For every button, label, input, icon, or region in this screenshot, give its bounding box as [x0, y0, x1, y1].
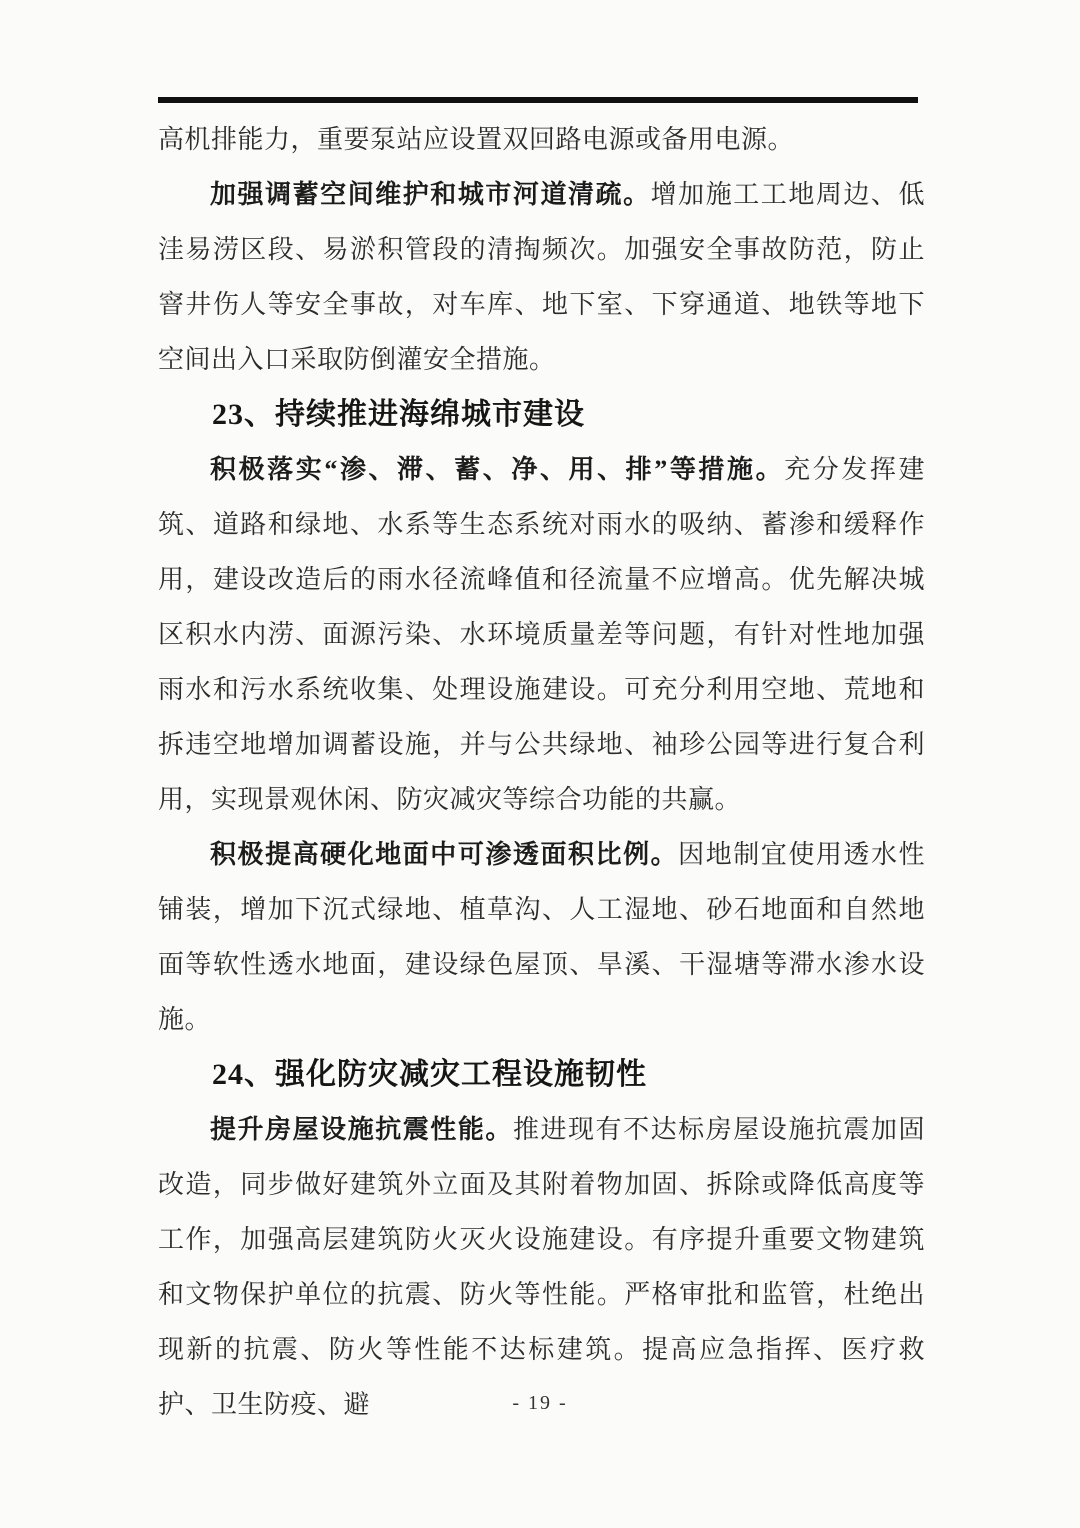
paragraph-text: 因地制宜使用透水性铺装，增加下沉式绿地、植草沟、人工湿地、砂石地面和自然地面等软性透水地面，建设绿色屋顶、旱溪、干湿塘等滞水渗水设施。	[158, 840, 925, 1034]
paragraph	[158, 167, 925, 387]
paragraph	[158, 1102, 925, 1432]
paragraph-lead: 提升房屋设施抗震性能。	[210, 1115, 513, 1144]
paragraph-lead: 积极提高硬化地面中可渗透面积比例。	[210, 840, 679, 869]
paragraph-lead: 积极落实“渗、滞、蓄、净、用、排”等措施。	[210, 455, 785, 484]
section-heading: 24、强化防灾减灾工程设施韧性	[212, 1058, 647, 1091]
page-footer	[0, 1392, 1080, 1415]
paragraph	[158, 827, 925, 1047]
page-number: - 19 -	[512, 1392, 568, 1414]
paragraph-lead: 加强调蓄空间维护和城市河道清疏。	[210, 180, 651, 209]
paragraph-text: 推进现有不达标房屋设施抗震加固改造，同步做好建筑外立面及其附着物加固、拆除或降低高度等工作，加强高层建筑防火灭火设施建设。有序提升重要文物建筑和文物保护单位的抗震、防火等性能。严格审批和监管，杜绝出现新的抗震、防火等性能不达标建筑。提高应急指挥、医疗救护、卫生防疫、避	[158, 1115, 925, 1419]
paragraph	[158, 442, 925, 827]
header-rule	[158, 97, 918, 103]
paragraph-text: 增加施工工地周边、低洼易涝区段、易淤积管段的清掏频次。加强安全事故防范，防止窨井伤人等安全事故，对车库、地下室、下穿通道、地铁等地下空间出入口采取防倒灌安全措施。	[158, 180, 925, 374]
section-heading: 23、持续推进海绵城市建设	[212, 398, 585, 431]
document-content	[158, 112, 925, 1432]
paragraph: 高机排能力，重要泵站应设置双回路电源或备用电源。	[158, 125, 795, 154]
paragraph-text: 充分发挥建筑、道路和绿地、水系等生态系统对雨水的吸纳、蓄渗和缓释作用，建设改造后的雨水径流峰值和径流量不应增高。优先解决城区积水内涝、面源污染、水环境质量差等问题，有针对性地加强雨水和污水系统收集、处理设施建设。可充分利用空地、荒地和拆违空地增加调蓄设施，并与公共绿地、袖珍公园等进行复合利用，实现景观休闲、防灾减灾等综合功能的共赢。	[158, 455, 925, 814]
